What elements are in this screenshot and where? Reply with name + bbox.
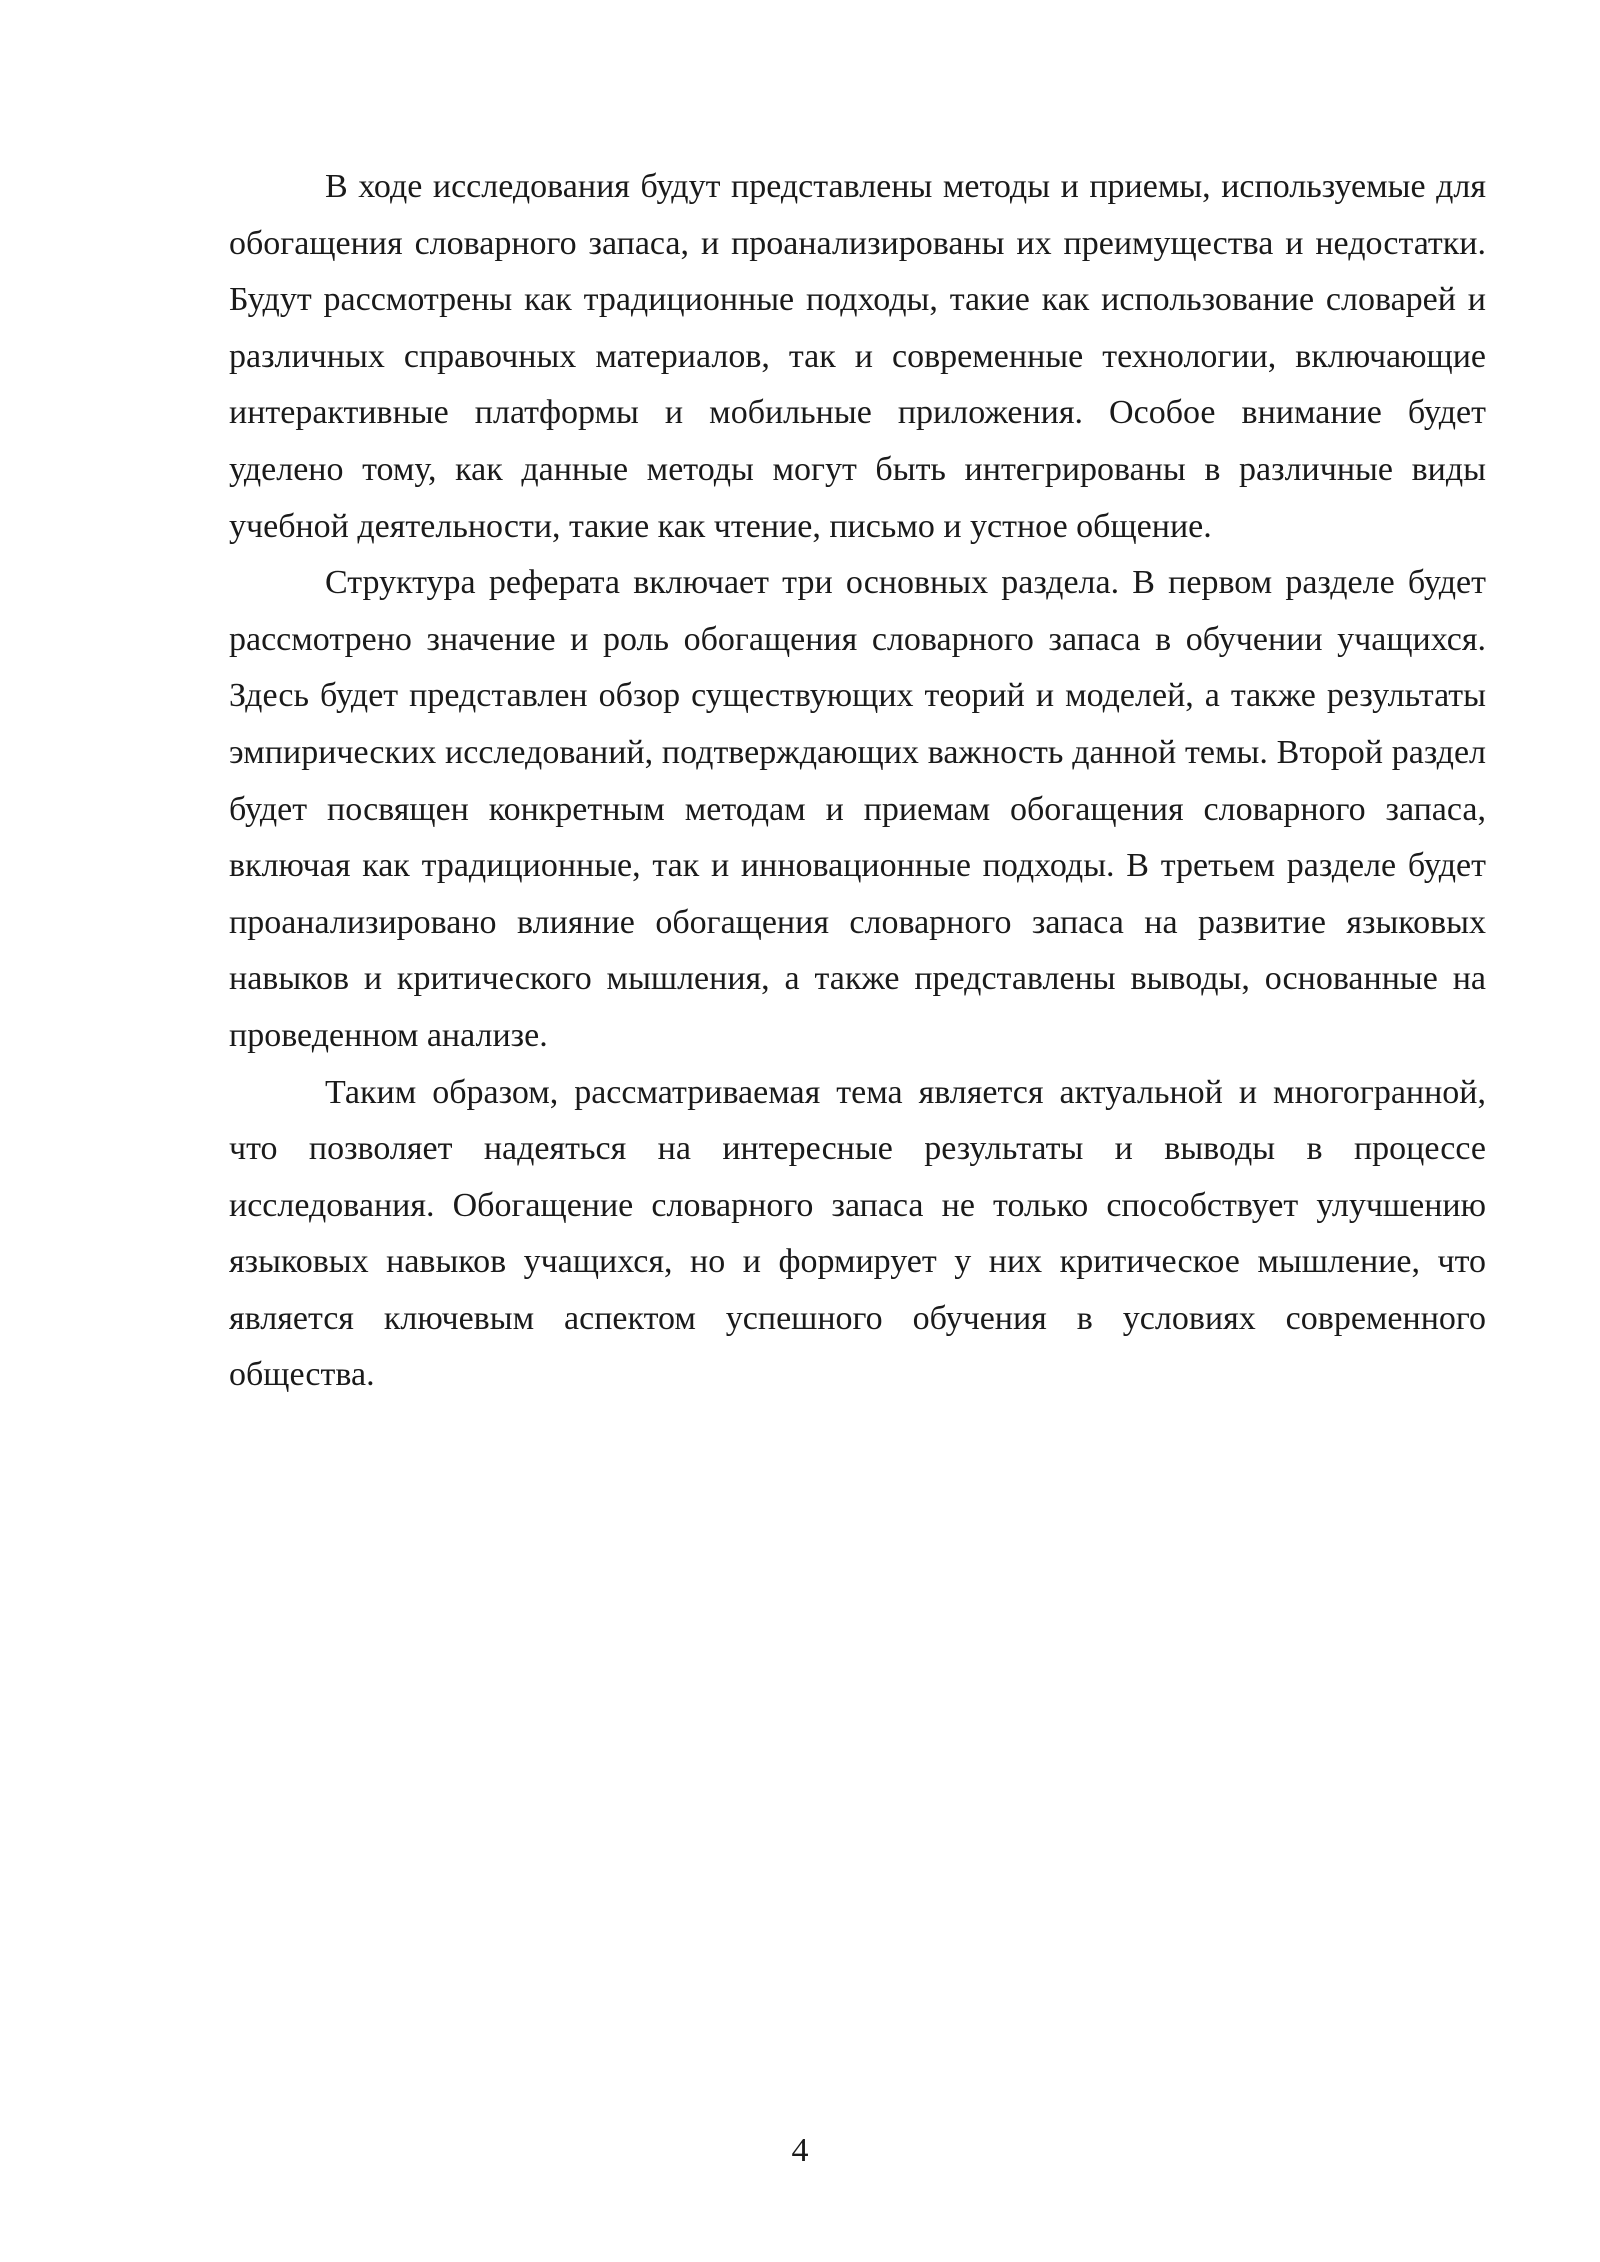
paragraph-conclusion: Таким образом, рассматриваемая тема является актуальной и многогранной, что позволяет надеяться на интересные результаты и выводы в процессе исследования. Обогащение словарного запаса не только способствует улучшению языковых навыков учащихся, но и формирует у них критическое мышление, что является ключевым аспектом успешного обучения в условиях современного общества. <box>229 1073 1486 1394</box>
paragraph-methods: В ходе исследования будут представлены методы и приемы, используемые для обогащения словарного запаса, и проанализированы их преимущества и недостатки. Будут рассмотрены как традиционные подходы, такие как использование словарей и различных справочных материалов, так и современные технологии, включающие интерактивные платформы и мобильные приложения. Особое внимание будет уделено тому, как данные методы могут быть интегрированы в различные виды учебной деятельности, такие как чтение, письмо и устное общение. <box>229 168 1486 545</box>
paragraph-structure: Структура реферата включает три основных раздела. В первом разделе будет рассмотрено значение и роль обогащения словарного запаса в обучении учащихся. Здесь будет представлен обзор существующих теорий и моделей, а также результаты эмпирических исследований, подтверждающих важность данной темы. Второй раздел будет посвящен конкретным методам и приемам обогащения словарного запаса, включая как традиционные, так и инновационные подходы. В третьем разделе будет проанализировано влияние обогащения словарного запаса на развитие языковых навыков и критического мышления, а также представлены выводы, основанные на проведенном анализе. <box>229 564 1486 1054</box>
page-number: 4 <box>791 2132 809 2169</box>
body-text <box>229 159 1486 1404</box>
